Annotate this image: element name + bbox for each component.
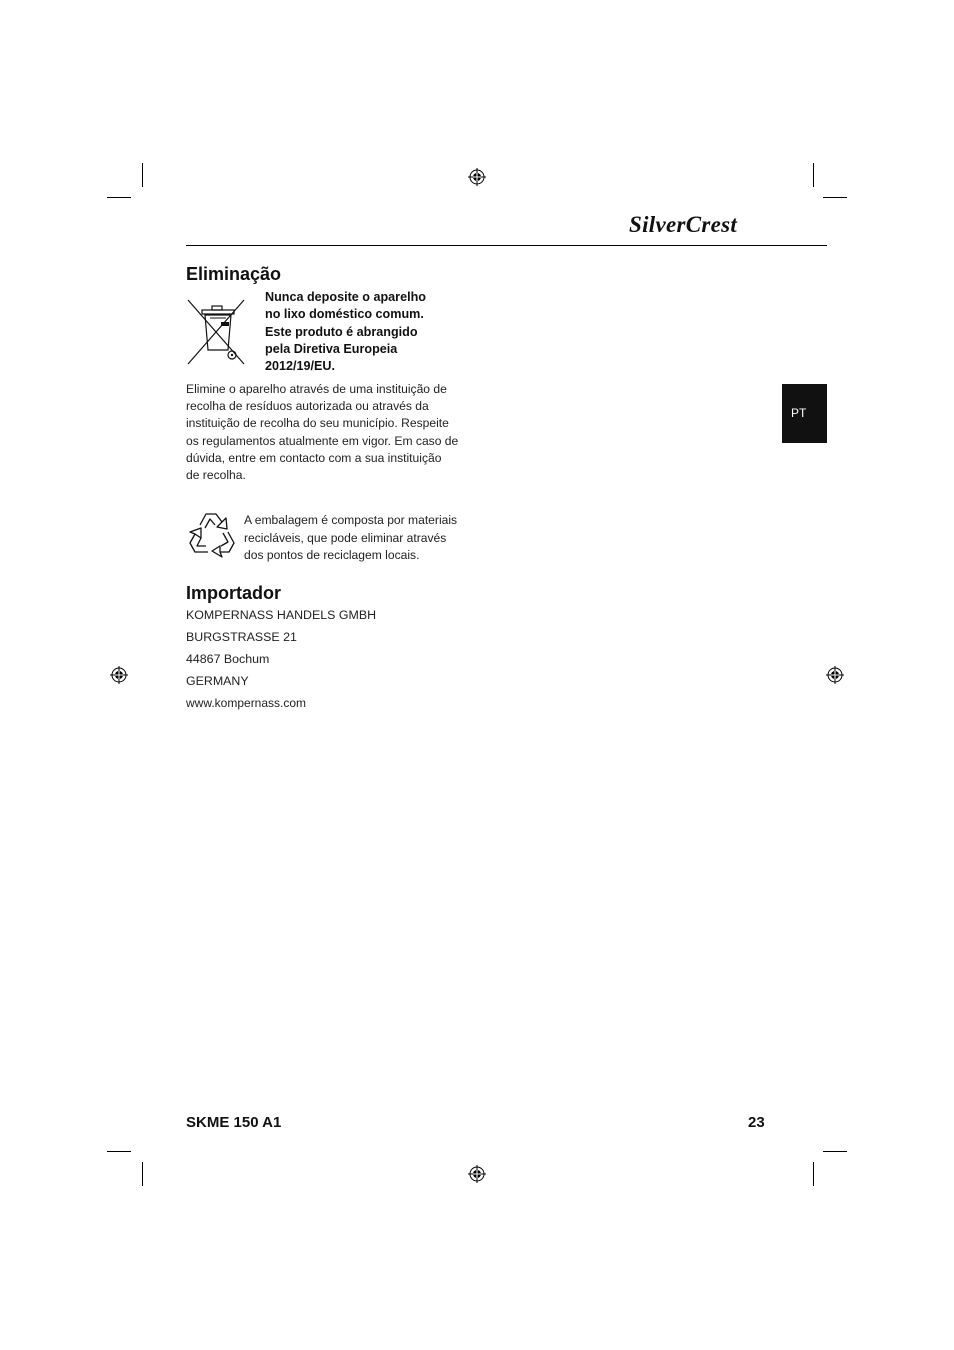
importer-country: GERMANY — [186, 674, 249, 688]
registration-mark-icon — [468, 168, 486, 186]
crop-mark — [823, 197, 847, 198]
disposal-heading: Eliminação — [186, 264, 282, 284]
crop-mark — [813, 163, 814, 187]
brand-logo: SilverCrest — [629, 212, 738, 237]
disposal-warning-line: no lixo doméstico comum. — [265, 307, 424, 322]
crop-mark — [142, 1162, 143, 1186]
recycling-icon — [186, 508, 238, 558]
importer-street: BURGSTRASSE 21 — [186, 630, 297, 644]
crop-mark — [107, 1151, 131, 1152]
disposal-paragraph-line: de recolha. — [186, 468, 246, 483]
importer-heading: Importador — [186, 583, 282, 603]
registration-mark-icon — [110, 666, 128, 684]
disposal-paragraph — [186, 381, 471, 484]
language-tab — [782, 384, 827, 443]
disposal-paragraph-line: Elimine o aparelho através de uma instituição de — [186, 382, 447, 396]
packaging-note-line: A embalagem é composta por materiais — [244, 513, 458, 527]
registration-mark-icon — [468, 1165, 486, 1183]
header-rule — [186, 245, 827, 246]
disposal-warning — [265, 289, 465, 375]
packaging-note — [244, 512, 469, 565]
crop-mark — [823, 1151, 847, 1152]
disposal-paragraph-line: recolha de resíduos autorizada ou através da — [186, 399, 429, 414]
importer-company: KOMPERNASS HANDELS GMBH — [186, 608, 377, 622]
disposal-paragraph-line: os regulamentos atualmente em vigor. Em caso de — [186, 433, 459, 448]
disposal-paragraph-line: instituição de recolha do seu município. Respeite — [186, 416, 449, 431]
disposal-warning-line: Este produto é abrangido — [265, 324, 418, 339]
language-tab-label: PT — [791, 406, 807, 420]
registration-mark-icon — [826, 666, 844, 684]
page-number: 23 — [748, 1114, 765, 1131]
importer-city: 44867 Bochum — [186, 652, 270, 666]
footer-model: SKME 150 A1 — [186, 1114, 282, 1131]
disposal-warning-line: Nunca deposite o aparelho — [265, 290, 426, 304]
packaging-note-line: recicláveis, que pode eliminar através — [244, 530, 447, 545]
crossed-out-wheelie-bin-icon — [186, 298, 246, 367]
packaging-note-line: dos pontos de reciclagem locais. — [244, 548, 420, 563]
crop-mark — [813, 1162, 814, 1186]
crop-mark — [107, 197, 131, 198]
disposal-warning-line: 2012/19/EU. — [265, 359, 336, 374]
disposal-paragraph-line: dúvida, entre em contacto com a sua instituição — [186, 450, 442, 465]
crop-mark — [142, 163, 143, 187]
disposal-warning-line: pela Diretiva Europeia — [265, 341, 398, 356]
importer-website: www.kompernass.com — [186, 696, 307, 710]
